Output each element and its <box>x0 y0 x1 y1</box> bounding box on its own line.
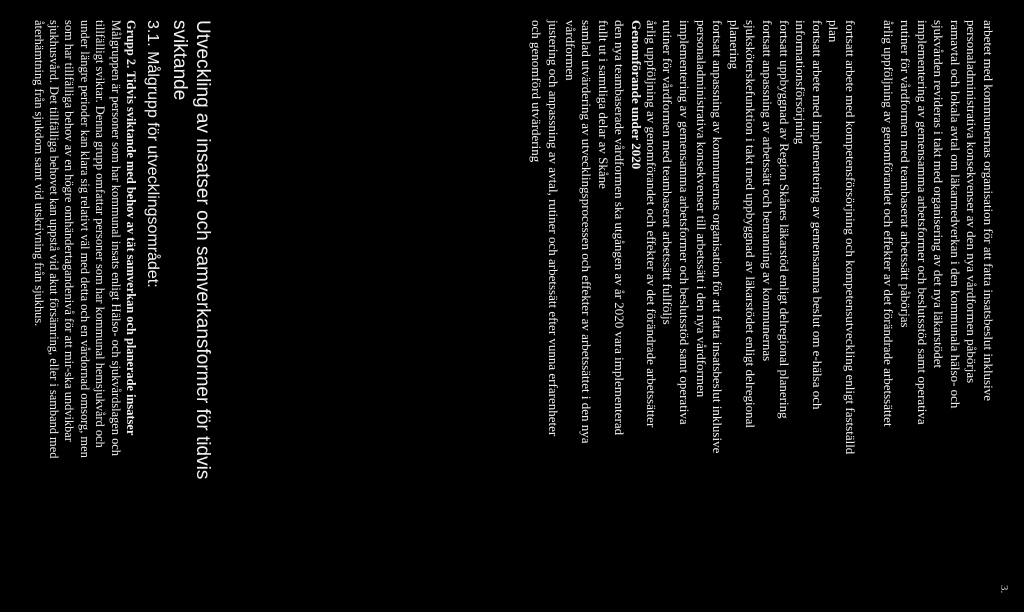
subsection-title: 3.1. Målgrupp för utvecklingsområdet: <box>144 20 161 288</box>
text-line: vårdformen <box>562 20 578 81</box>
text-line: samlad utvärdering av utvecklingsprocessen och effekter av arbetssättet i den nya <box>579 20 595 444</box>
subheading <box>142 20 162 600</box>
paragraph-line: som har tillfälliga behov av en högre omhändertagandenivå för att mir-ska undvikbar <box>62 20 77 442</box>
text-line: rutiner för vårdformen med teambaserat arbetssätt fullföljs <box>660 20 676 325</box>
text-line: informationsförsörjning <box>793 20 809 145</box>
text-line: planering <box>726 20 742 70</box>
group-2-paragraph <box>30 20 138 600</box>
text-line: ramavtal och lokala avtal om läkarmedverkan i den kommunala hälso- och <box>947 20 963 409</box>
text-line: sjukvården revideras i takt med organisering av det nya läkarstödet <box>931 20 947 369</box>
text-line: rutiner för vårdformen med teambaserat arbetssätt påbörjas <box>898 20 914 328</box>
paragraph-line: återhämtning från sjukdom samt vid utskrivning från sjukhus. <box>31 20 46 327</box>
text-line: den nya teambaserade vårdformen ska utgången av år 2020 vara implementerad <box>612 20 628 436</box>
text-block-middle <box>642 20 858 600</box>
text-line: och genomförd utvärdering <box>529 20 545 163</box>
chapter-title-line: Utveckling av insatser och samverkansformer för tidvis <box>192 20 213 480</box>
text-line: fortsatt anpassning av arbetssätt och bemanning av kommunernas <box>760 20 776 362</box>
text-block-top <box>880 20 996 600</box>
text-line: fullt ut i samtliga delar av Skåne <box>595 20 611 189</box>
text-line: implementering av gemensamma arbetsformer och beslutsstöd samt operativa <box>914 20 930 425</box>
text-line: årlig uppföljning av genomförandet och effekter av det förändrade arbetssätter <box>643 20 659 428</box>
paragraph-line: sjukhusvård. Det tillfälliga behovet kan uppstå vid akut försämring, eller i samband med <box>46 20 61 459</box>
text-line: plan <box>826 20 842 43</box>
text-line: fortsatt uppbyggnad av Region Skånes läkarstöd enligt delregional planering <box>776 20 792 419</box>
text-line: justering och anpassning av avtal, rutiner och arbetssätt efter vunna erfarenheter <box>546 20 562 437</box>
text-line: personaladministrativa konsekvenser av den nya vårdformen påbörjas <box>964 20 980 384</box>
text-line: fortsatt arbete med kompetensförsörjning och kompetensutveckling enligt fastställd <box>843 20 858 455</box>
text-line: implementering av gemensamma arbetsformer och beslutsstöd samt operativa <box>677 20 693 425</box>
text-line: årlig uppföljning av genomförandet och effekter av det förändrade arbetssättet <box>881 20 897 427</box>
paragraph-line: tillfälligt sviktar. Denna grupp omfattar personer som har kommunal hemsjukvård och <box>93 20 108 448</box>
page-mark: 3. <box>998 585 1010 594</box>
chapter-title-line: sviktande <box>169 20 190 101</box>
text-line: arbetet med kommunernas organisation för att fatta insatsbeslut inklusive <box>981 20 996 401</box>
text-line: sjuksköterskefunktion i takt med uppbyggnad av läkarstödet enligt delregional <box>743 20 759 428</box>
section-heading: Genomförande under 2020 <box>629 20 644 170</box>
chapter-heading <box>168 20 214 600</box>
text-line: personaladministrativa konsekvenser till arbetssätt i den nya vårdformen <box>693 20 709 398</box>
paragraph-line: Målgruppen är personer som har kommunal insats enligt Hälso- och sjukvårdslagen och <box>108 20 123 456</box>
group-2-lead: Grupp 2. Tidvis sviktande med behov av tät samverkan och planerade insatser <box>124 20 138 436</box>
section-2020 <box>528 20 644 600</box>
text-line: fortsatt anpassning av kommunernas organisation för att fatta insatsbeslut inklusive <box>710 20 726 454</box>
paragraph-line: under längre perioder kan klara sig relativt väl med detta och en vårdornad omsorg, men <box>77 20 92 458</box>
text-line: fortsatt arbete med implementering av gemensamma beslut om e-hälsa och <box>809 20 825 410</box>
